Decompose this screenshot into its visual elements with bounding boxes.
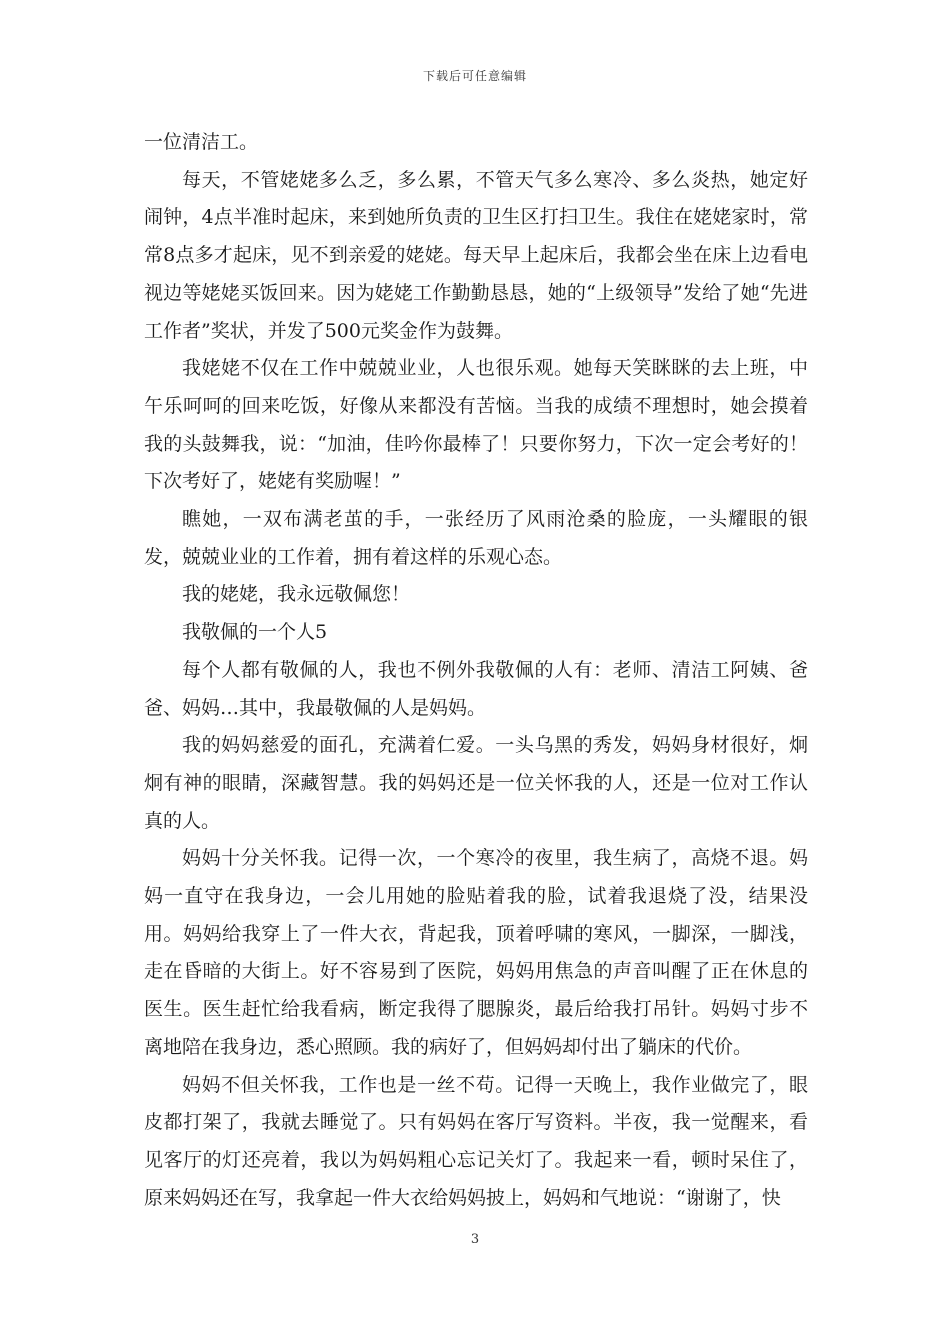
page-number: 3 — [470, 1232, 480, 1247]
paragraph: 每个人都有敬佩的人，我也不例外我敬佩的人有：老师、清洁工阿姨、爸爸、妈妈…其中，我最敬佩的人是妈妈。 — [144, 658, 808, 719]
section-title: 我敬佩的一个人5 — [182, 621, 328, 644]
paragraph: 妈妈十分关怀我。记得一次，一个寒冷的夜里，我生病了，高烧不退。妈妈一直守在我身边，一会儿用她的脸贴着我的脸，试着我退烧了没，结果没用。妈妈给我穿上了一件大衣，背起我，顶着呼啸的寒风，一脚深，一脚浅，走在昏暗的大街上。好不容易到了医院，妈妈用焦急的声音叫醒了正在休息的医生。医生赶忙给我看病，断定我得了腮腺炎，最后给我打吊针。妈妈寸步不离地陪在我身边，悉心照顾。我的病好了，但妈妈却付出了躺床的代价。 — [144, 847, 808, 1058]
page-header: 下载后可任意编辑 — [422, 69, 527, 83]
paragraph: 我的姥姥，我永远敬佩您！ — [182, 583, 411, 606]
paragraph: 每天，不管姥姥多么乏，多么累，不管天气多么寒冷、多么炎热，她定好闹钟，4点半准时起床，来到她所负责的卫生区打扫卫生。我住在姥姥家时，常常8点多才起床，见不到亲爱的姥姥。每天早上起床后，我都会坐在床上边看电视边等姥姥买饭回来。因为姥姥工作勤勤恳恳，她的“上级领导”发给了她“先进工作者”奖状，并发了500元奖金作为鼓舞。 — [144, 168, 808, 342]
paragraph: 瞧她，一双布满老茧的手，一张经历了风雨沧桑的脸庞，一头耀眼的银发，兢兢业业的工作着，拥有着这样的乐观心态。 — [144, 508, 808, 568]
paragraph: 妈妈不但关怀我，工作也是一丝不苟。记得一天晚上，我作业做完了，眼皮都打架了，我就去睡觉了。只有妈妈在客厅写资料。半夜，我一觉醒来，看见客厅的灯还亮着，我以为妈妈粗心忘记关灯了。我起来一看，顿时呆住了，原来妈妈还在写，我拿起一件大衣给妈妈披上，妈妈和气地说：“谢谢了，快 — [144, 1073, 808, 1209]
paragraph-continuation: 一位清洁工。 — [144, 131, 259, 153]
paragraph: 我姥姥不仅在工作中兢兢业业，人也很乐观。她每天笑眯眯的去上班，中午乐呵呵的回来吃饭，好像从来都没有苦恼。当我的成绩不理想时，她会摸着我的头鼓舞我，说：“加油，佳吟你最棒了！只要你努力，下次一定会考好的！下次考好了，姥姥有奖励喔！” — [144, 357, 808, 493]
document-body — [144, 124, 808, 1217]
paragraph: 我的妈妈慈爱的面孔，充满着仁爱。一头乌黑的秀发，妈妈身材很好，炯炯有神的眼睛，深藏智慧。我的妈妈还是一位关怀我的人，还是一位对工作认真的人。 — [144, 734, 808, 832]
